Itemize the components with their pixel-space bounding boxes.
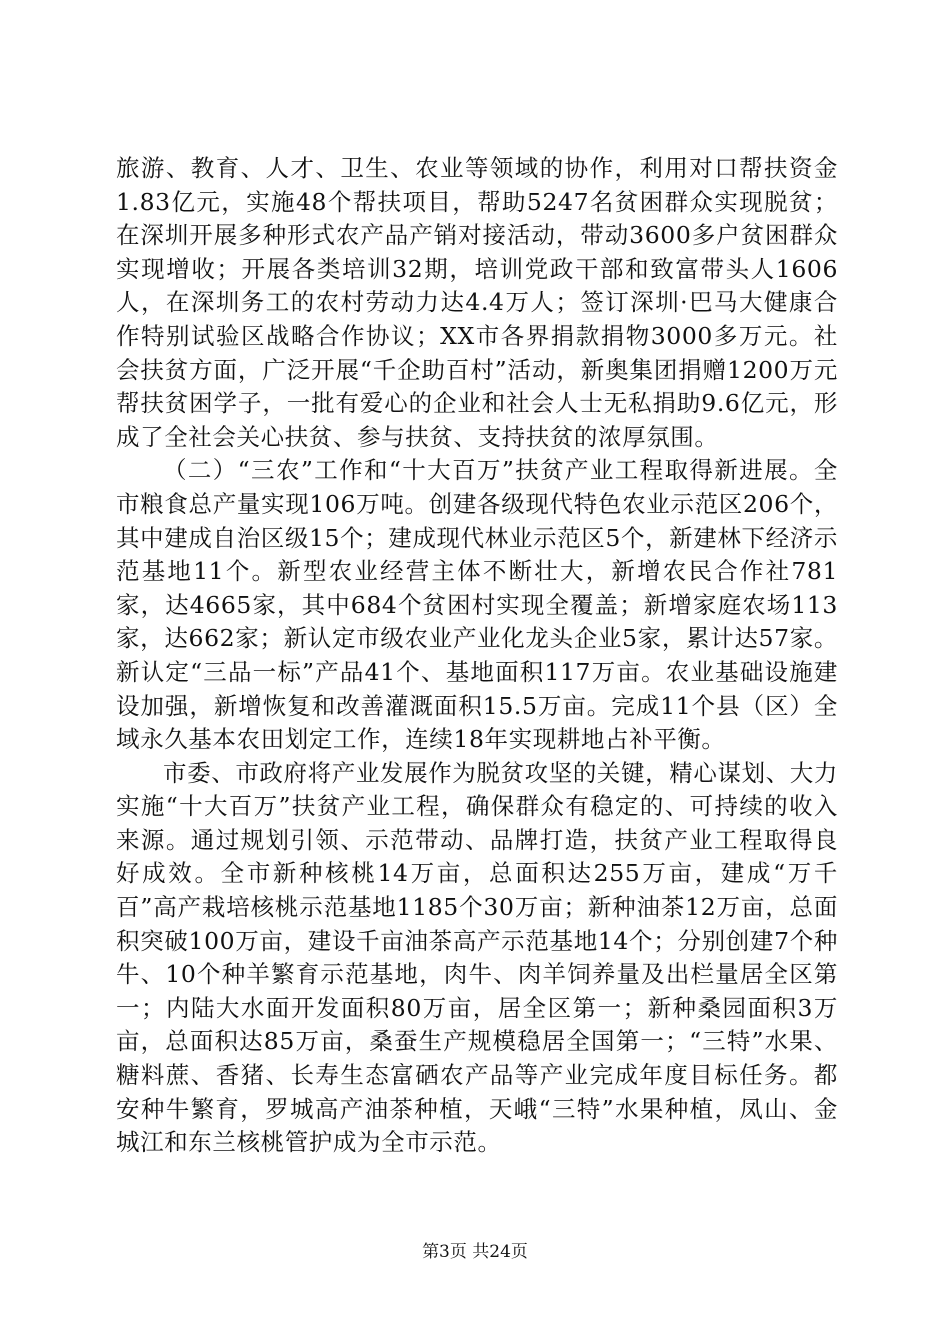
paragraph-1: 旅游、教育、人才、卫生、农业等领域的协作，利用对口帮扶资金1.83亿元，实施48个帮扶项目，帮助5247名贫困群众实现脱贫；在深圳开展多种形式农产品产销对接活动，带动3600多户贫困群众实现增收；开展各类培训32期，培训党政干部和致富带头人1606人，在深圳务工的农村劳动力达4.4万人；签订深圳·巴马大健康合作特别试验区战略合作协议；XX市各界捐款捐物3000多万元。社会扶贫方面，广泛开展“千企助百村”活动，新奥集团捐赠1200万元帮扶贫困学子，一批有爱心的企业和社会人士无私捐助9.6亿元，形成了全社会关心扶贫、参与扶贫、支持扶贫的浓厚氛围。 (116, 154, 838, 451)
paragraph-2: （二）“三农”工作和“十大百万”扶贫产业工程取得新进展。全市粮食总产量实现106万吨。创建各级现代特色农业示范区206个，其中建成自治区级15个；建成现代林业示范区5个，新建林下经济示范基地11个。新型农业经营主体不断壮大，新增农民合作社781家，达4665家，其中684个贫困村实现全覆盖；新增家庭农场113家，达662家；新认定市级农业产业化龙头企业5家，累计达57家。新认定“三品一标”产品41个、基地面积117万亩。农业基础设施建设加强，新增恢复和改善灌溉面积15.5万亩。完成11个县（区）全域永久基本农田划定工作，连续18年实现耕地占补平衡。 (116, 456, 838, 754)
paragraph-3: 市委、市政府将产业发展作为脱贫攻坚的关键，精心谋划、大力实施“十大百万”扶贫产业工程，确保群众有稳定的、可持续的收入来源。通过规划引领、示范带动、品牌打造，扶贫产业工程取得良好成效。全市新种核桃14万亩，总面积达255万亩，建成“万千百”高产栽培核桃示范基地1185个30万亩；新种油茶12万亩，总面积突破100万亩，建设千亩油茶高产示范基地14个；分别创建7个种牛、10个种羊繁育示范基地，肉牛、肉羊饲养量及出栏量居全区第一；内陆大水面开发面积80万亩，居全区第一；新种桑园面积3万亩，总面积达85万亩，桑蚕生产规模稳居全国第一；“三特”水果、糖料蔗、香猪、长寿生态富硒农产品等产业完成年度目标任务。都安种牛繁育，罗城高产油茶种植，天峨“三特”水果种植，凤山、金城江和东兰核桃管护成为全市示范。 (116, 758, 838, 1157)
page-number-footer: 第3页 共24页 (422, 1242, 528, 1262)
document-body (116, 152, 838, 1160)
